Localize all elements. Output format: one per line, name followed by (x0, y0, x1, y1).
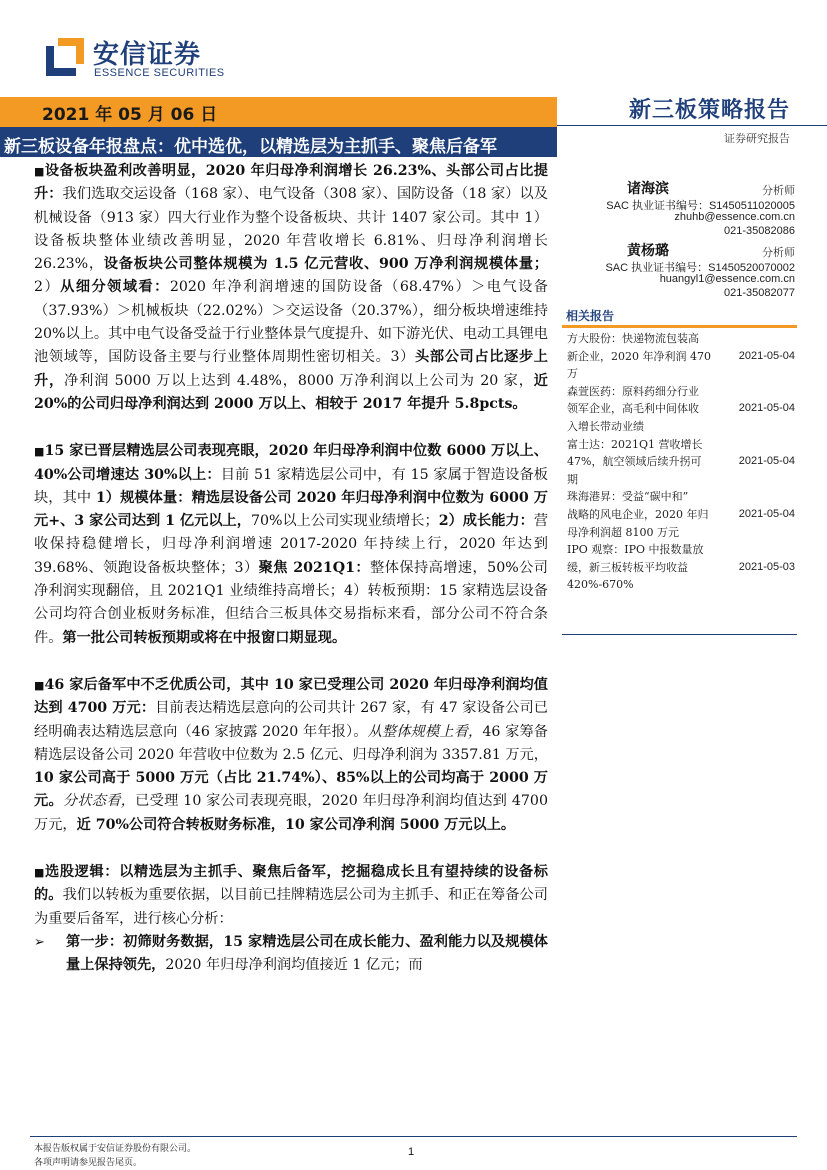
bullet-marker: ■ (34, 678, 45, 692)
related-item[interactable] (567, 436, 795, 489)
bullet-marker: ■ (34, 445, 45, 459)
p3-bold-3: 近 70%公司符合转板财务标准，10 家公司净利润 5000 万元以上。 (76, 816, 516, 833)
related-item[interactable] (567, 541, 795, 594)
related-item-title: IPO 观察：IPO 中报数量放 (567, 543, 704, 557)
related-item-title-cont: 缓，新三板转板平均收益 (567, 560, 688, 574)
brand-name-cn: 安信证券 (93, 40, 202, 70)
bullet-marker: ■ (34, 165, 45, 178)
related-item-title: 方大股份：快递物流包装高 (567, 332, 699, 345)
related-item-title-cont: 领军企业，高毛利中间体收 (567, 402, 699, 416)
summary-paragraph-4 (34, 861, 548, 931)
p1-text-3: 2020 年净利润增速的国防设备（68.47%）＞电气设备（37.93%）＞机械板块（22.02%）＞交运设备（20.37%），细分板块增速维持 20%以上。其中电气设备受益于行业整体景气度提升、如下游光伏、电动工具锂电池领域等，国防设备主要与行业整体周期性密切相关。3） (34, 279, 548, 366)
p3-text-1: 目前表达精选层意向的公司共计 267 家，有 47 家设备公司已经明确表达精选层意向（46 家披露 2020 年年报）。 (34, 700, 548, 740)
analyst-name: 诸海滨 (627, 181, 669, 197)
p1-text-1: 我们选取交运设备（168 家）、电气设备（308 家）、国防设备（18 家）以及机械设备（913 家）四大行业作为整个设备板块、共计 1407 家公司。其中 1）设备板块整体业绩改善明显，2020 年营收增长 6.81%、归母净利润增长 26.23%， (34, 186, 548, 273)
footer-notice: 各项声明请参见报告尾页。 (34, 1158, 143, 1168)
related-item-title-end: 420%-670% (567, 578, 634, 592)
p3-bold-2: 10 家公司高于 5000 万元（占比 21.74%）、85%以上的公司均高于 2000 万元。 (34, 770, 548, 810)
p2-bold-3: 2）成长能力： (438, 513, 534, 530)
p1-bold-2: 设备板块公司整体规模为 1.5 亿元营收、900 万净利润规模体量； (103, 256, 548, 273)
p2-text-2: 70%以上公司实现业绩增长； (250, 513, 439, 530)
p2-bold-2: 1）规模体量：精选层设备公司 2020 年归母净利润中位数为 6000 万元+、3 家公司达到 1 亿元以上， (34, 489, 548, 530)
analyst-sac: SAC 执业证书编号：S1450511020005 (606, 200, 795, 212)
analyst-phone: 021-35082077 (724, 287, 795, 299)
related-item-title-end: 期 (567, 472, 578, 486)
p2-bold-5: 第一批公司转板预期或将在中报窗口期显现。 (62, 629, 347, 646)
p2-text-4: 整体保持高增速，50%公司净利润实现翻倍，且 2021Q1 业绩维持高增长；4）转板预期：15 家精选层设备公司均符合创业板财务标准，但结合三板具体交易指标来看，部分公司不符合条件。 (34, 559, 548, 646)
step1-bold: 第一步：初筛财务数据，15 家精选层公司在成长能力、盈利能力以及规模体量上保持领先， (66, 933, 548, 974)
related-item-title-end: 母净利润超 8100 万元 (567, 525, 679, 539)
p4-bold-1: 选股逻辑：以精选层为主抓手、聚焦后备军，挖掘稳成长且有望持续的设备标的。 (34, 864, 548, 904)
related-item-date: 2021-05-03 (738, 559, 795, 577)
related-item[interactable] (567, 488, 795, 541)
header-divider (557, 125, 827, 126)
related-item-title: 珠海港昇：受益“碳中和” (567, 490, 689, 504)
report-type: 新三板策略报告 (628, 97, 790, 123)
step1-text: 2020 年归母净利润均值接近 1 亿元；而 (165, 957, 423, 974)
related-item-date: 2021-05-04 (738, 506, 795, 524)
brand-name-en: ESSENCE SECURITIES (94, 67, 225, 79)
related-item-title-cont: 新企业，2020 年净利润 470 (567, 349, 711, 363)
main-content (34, 160, 548, 978)
analyst-email[interactable]: zhuhb@essence.com.cn (674, 211, 795, 223)
footer-divider (30, 1136, 797, 1137)
p1-text-4: 净利润 5000 万以上达到 4.48%，8000 万净利润以上公司为 20 家， (64, 372, 534, 389)
related-item-date: 2021-05-04 (738, 348, 795, 366)
p2-bold-4: 聚焦 2021Q1： (258, 559, 371, 576)
analyst-role: 分析师 (762, 184, 795, 197)
p1-bold-1: 设备板块盈利改善明显，2020 年归母净利润增长 26.23%、头部公司占比提升： (34, 163, 548, 203)
p1-bold-3: 从细分领域看： (60, 279, 170, 296)
related-divider (562, 634, 797, 635)
p1-bold-4: 头部公司占比逐步上升， (34, 349, 548, 389)
related-item-title: 森萱医药：原料药细分行业 (567, 384, 699, 398)
related-item-title-cont: 战略的风电企业，2020 年归 (567, 507, 709, 521)
related-item[interactable] (567, 383, 795, 436)
analyst-role: 分析师 (762, 246, 795, 259)
related-item-title-end: 万 (567, 367, 578, 381)
summary-paragraph-1 (34, 160, 548, 416)
p4-text-1: 我们以转板为重要依据，以目前已挂牌精选层公司为主抓手、和正在筹备公司为重要后备军，进行核心分析： (34, 887, 548, 927)
p2-text-3: 营收保持稳健增长，归母净利润增速 2017-2020 年持续上行，2020 年达到 39.68%、领跑设备板块整体；3） (34, 513, 549, 576)
footer-disclaimer (34, 1142, 196, 1170)
related-item-date: 2021-05-04 (738, 453, 795, 471)
page-number: 1 (408, 1146, 415, 1158)
step-item-1 (34, 931, 548, 978)
related-item[interactable] (567, 330, 795, 383)
summary-paragraph-3 (34, 674, 548, 837)
footer-copyright: 本报告版权属于安信证券股份有限公司。 (34, 1144, 197, 1154)
p3-italic-1: 从整体规模上看， (367, 723, 483, 740)
essence-logo-icon (44, 36, 86, 78)
analyst-sac: SAC 执业证书编号：S1450520070002 (605, 262, 795, 274)
related-reports-list (567, 330, 795, 594)
related-reports-heading: 相关报告 (566, 309, 615, 323)
p1-text-2: 2） (34, 279, 61, 296)
bullet-marker: ■ (34, 866, 46, 880)
analyst-email[interactable]: huangyl1@essence.com.cn (659, 273, 795, 285)
p2-text-1: 目前 51 家精选层公司中，有 15 家属于智造设备板块，其中 (34, 466, 548, 506)
summary-paragraph-2 (34, 440, 548, 650)
related-item-date: 2021-05-04 (738, 400, 795, 418)
p2-bold-1: 15 家已晋层精选层公司表现亮眼，2020 年归母净利润中位数 6000 万以上、40%公司增速达 30%以上： (34, 443, 548, 483)
p3-bold-1: 46 家后备军中不乏优质公司，其中 10 家已受理公司 2020 年归母净利润均值达到 4700 万元： (34, 676, 548, 717)
report-date: 2021 年 05 月 06 日 (42, 105, 218, 125)
related-item-title-end: 入增长带动业绩 (567, 419, 644, 433)
analyst-name: 黄杨璐 (627, 243, 669, 259)
p3-italic-2: 分状态看， (62, 793, 136, 810)
related-item-title-cont: 47%，航空领域后续升拐可 (567, 455, 702, 469)
p3-text-3: 已受理 10 家公司表现亮眼，2020 年归母净利润均值达到 4700 万元， (34, 793, 548, 833)
related-heading-bar (562, 325, 797, 328)
arrow-bullet-icon: ➢ (34, 934, 45, 950)
report-subtype: 证券研究报告 (724, 132, 790, 145)
p3-text-2: 46 家筹备精选层设备公司 2020 年营收中位数为 2.5 亿元、归母净利润为 3357.81 万元， (34, 723, 548, 763)
related-item-title: 富士达：2021Q1 营收增长 (567, 437, 703, 451)
p1-bold-5: 近 20%的公司归母净利润达到 2000 万以上、相较于 2017 年提升 5.8pcts。 (34, 372, 548, 412)
report-title: 新三板设备年报盘点：优中选优，以精选层为主抓手、聚焦后备军 (4, 137, 497, 157)
analyst-phone: 021-35082086 (724, 225, 795, 237)
